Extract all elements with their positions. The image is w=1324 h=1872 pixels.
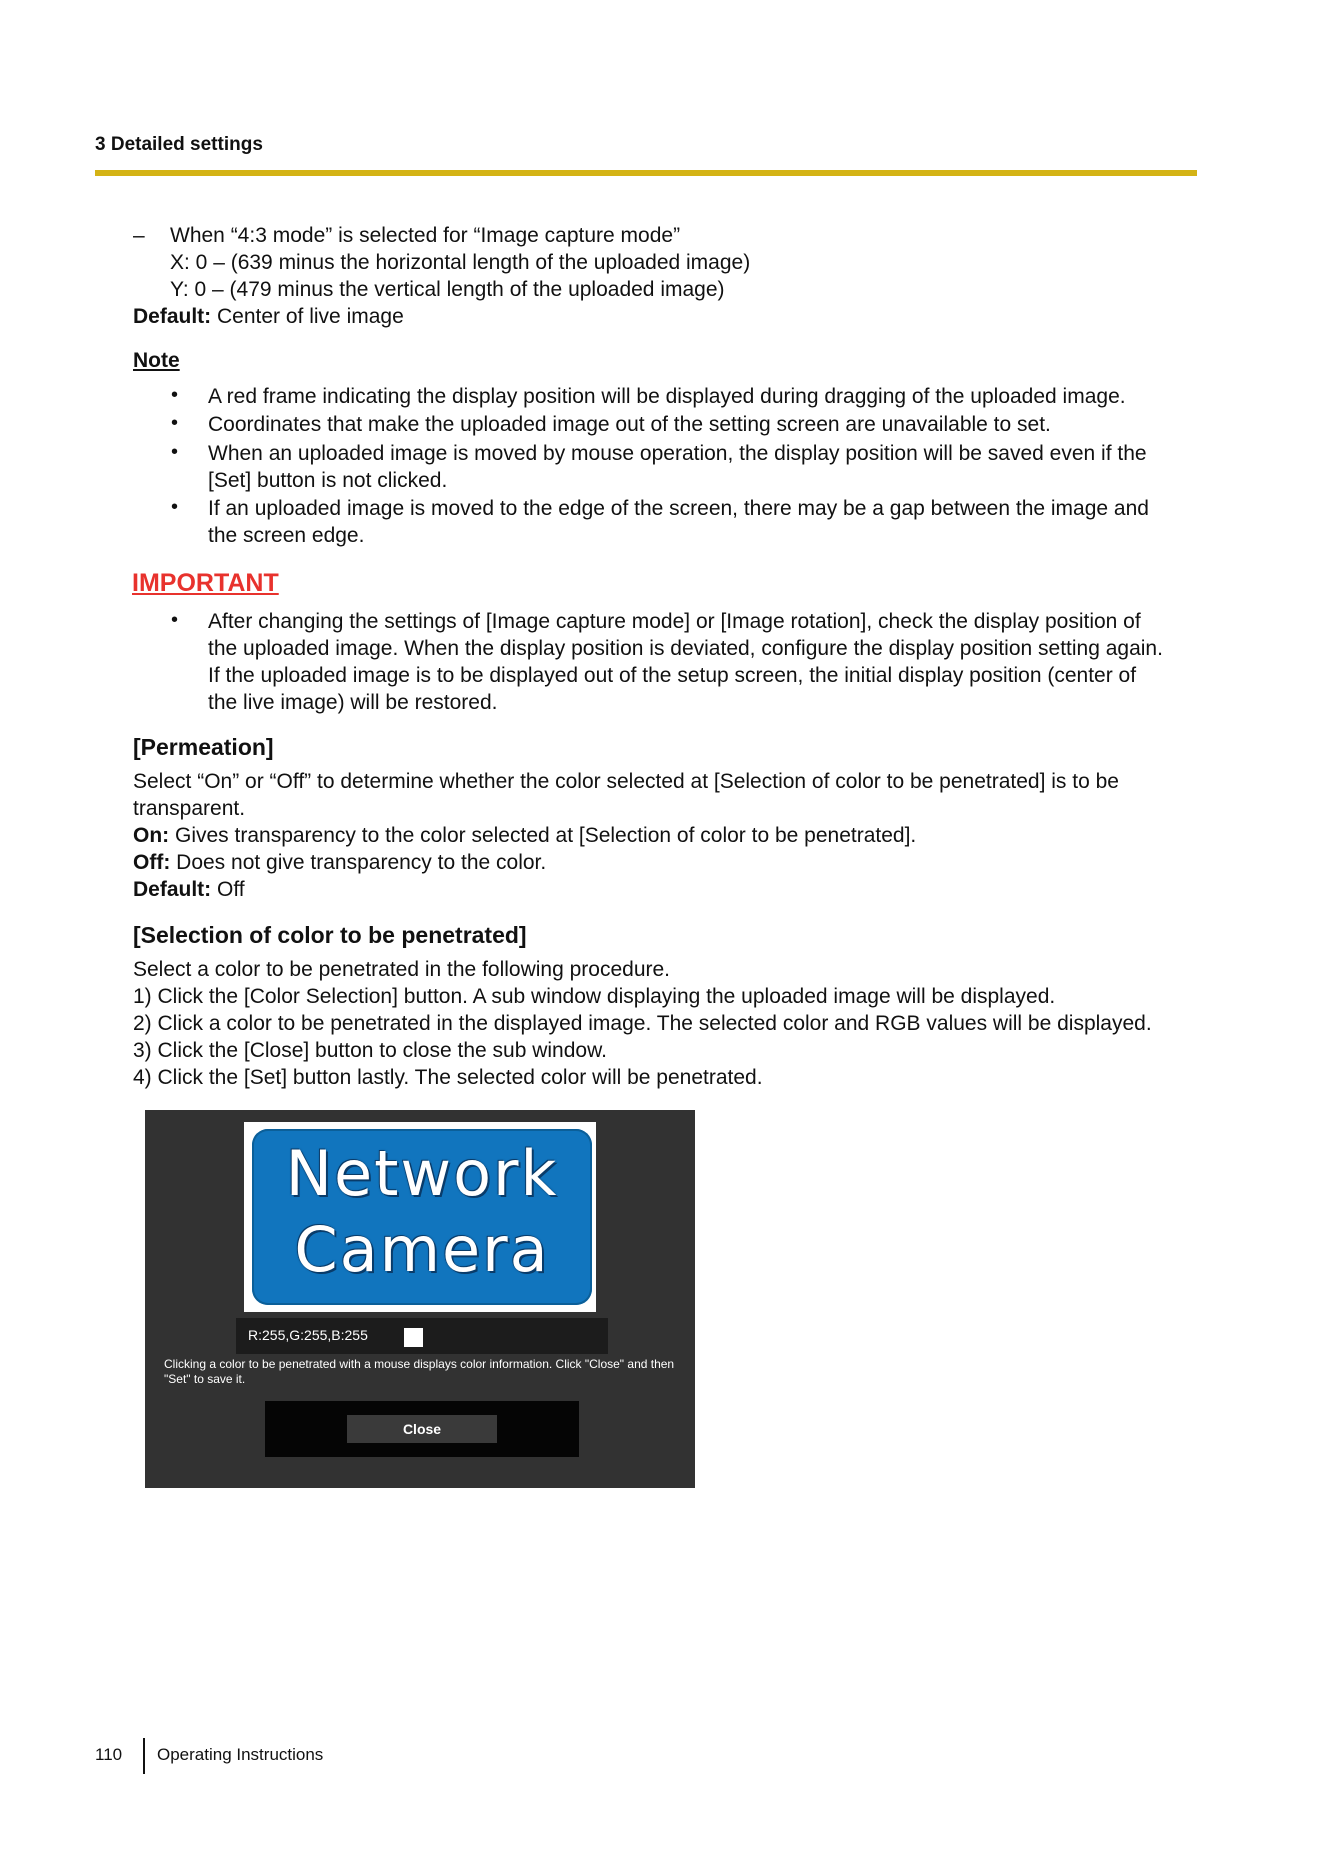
permeation-desc-continued: transparent. [133, 797, 246, 820]
off-text: Does not give transparency to the color. [170, 851, 547, 874]
default-label: Default: [133, 305, 212, 328]
mode-line: When “4:3 mode” is selected for “Image capture mode” [170, 224, 681, 247]
note-item-continued: [Set] button is not clicked. [208, 469, 448, 492]
procedure-step: 4) Click the [Set] button lastly. The selected color will be penetrated. [133, 1066, 763, 1089]
note-item: When an uploaded image is moved by mouse operation, the display position will be saved even if the [208, 442, 1147, 465]
permeation-default [133, 876, 245, 903]
important-line: After changing the settings of [Image capture mode] or [Image rotation], check the display position of [208, 610, 1141, 633]
uploaded-image[interactable] [252, 1129, 592, 1305]
note-heading: Note [133, 349, 180, 372]
header-rule [95, 170, 1197, 176]
procedure-step: 2) Click a color to be penetrated in the displayed image. The selected color and RGB values will be displayed. [133, 1012, 1152, 1035]
off-label: Off: [133, 851, 171, 874]
selection-intro: Select a color to be penetrated in the following procedure. [133, 958, 671, 981]
bullet: • [171, 441, 179, 463]
important-line: the live image) will be restored. [208, 691, 498, 714]
bullet: • [171, 496, 179, 518]
default-label: Default: [133, 878, 212, 901]
note-item: If an uploaded image is moved to the edge of the screen, there may be a gap between the image and [208, 497, 1149, 520]
bullet: • [171, 384, 179, 406]
footer-divider [143, 1738, 145, 1774]
default-value: Center of live image [211, 305, 404, 328]
logo-text-line1: Network [285, 1137, 559, 1210]
note-item-continued: the screen edge. [208, 524, 365, 547]
selected-color-swatch [404, 1328, 423, 1347]
selection-heading: [Selection of color to be penetrated] [133, 922, 527, 948]
close-button[interactable]: Close [347, 1415, 497, 1443]
default-value: Off [211, 878, 245, 901]
bullet: • [171, 609, 179, 631]
permeation-desc: Select “On” or “Off” to determine whether the color selected at [Selection of color to be penetrated] is to be [133, 770, 1119, 793]
rgb-value: R:255,G:255,B:255 [248, 1327, 368, 1343]
note-item: A red frame indicating the display position will be displayed during dragging of the uploaded image. [208, 385, 1126, 408]
logo-text-line2: Camera [294, 1213, 550, 1286]
on-text: Gives transparency to the color selected at [Selection of color to be penetrated]. [169, 824, 917, 847]
bullet: • [171, 412, 179, 434]
instruction-text: Clicking a color to be penetrated with a mouse displays color information. Click "Close" and then "Set" to save it. [164, 1357, 675, 1386]
procedure-step: 1) Click the [Color Selection] button. A sub window displaying the uploaded image will be displayed. [133, 985, 1056, 1008]
procedure-step: 3) Click the [Close] button to close the sub window. [133, 1039, 607, 1062]
default-position [133, 303, 404, 330]
dash-marker: – [133, 224, 145, 247]
important-line: If the uploaded image is to be displayed out of the setup screen, the initial display position (center of [208, 664, 1137, 687]
permeation-off [133, 849, 546, 876]
page-number: 110 [95, 1745, 123, 1764]
footer-title: Operating Instructions [157, 1745, 324, 1764]
important-heading: IMPORTANT [132, 569, 279, 597]
permeation-heading: [Permeation] [133, 734, 274, 760]
note-item: Coordinates that make the uploaded image out of the setting screen are unavailable to set. [208, 413, 1051, 436]
y-range-line: Y: 0 – (479 minus the vertical length of the uploaded image) [170, 278, 725, 301]
x-range-line: X: 0 – (639 minus the horizontal length of the uploaded image) [170, 251, 751, 274]
section-header: 3 Detailed settings [95, 134, 263, 155]
important-line: the uploaded image. When the display position is deviated, configure the display position setting again. [208, 637, 1163, 660]
on-label: On: [133, 824, 170, 847]
permeation-on [133, 822, 916, 849]
